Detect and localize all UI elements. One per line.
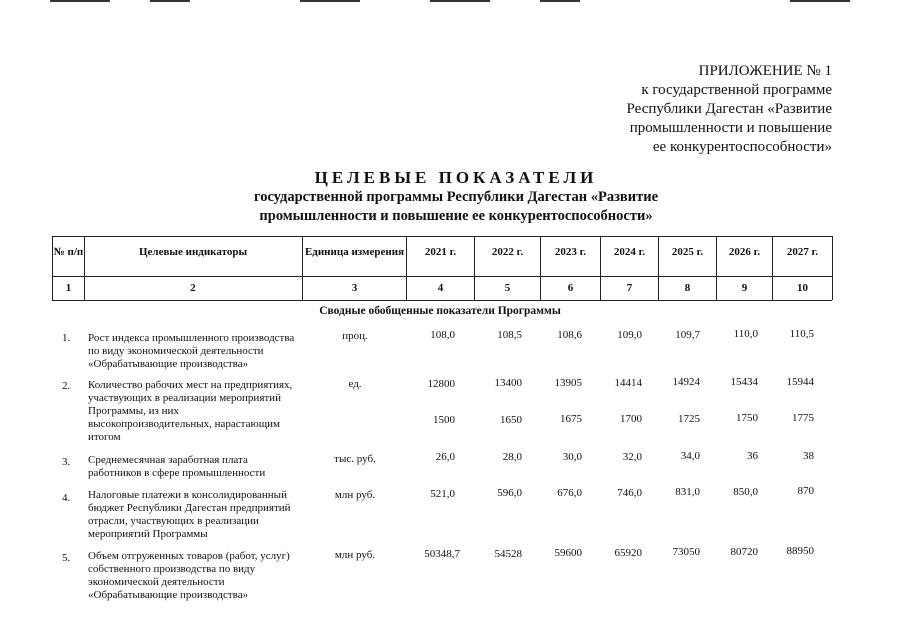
row-unit: тыс. руб. [334,453,376,465]
column-number: 10 [797,282,808,294]
column-number: 3 [351,282,358,294]
row-number: 5. [62,552,71,564]
appendix-line-5: ее конкурентоспособности» [652,139,832,155]
value-2027: 15944 [786,376,814,388]
row-indicator: Количество рабочих мест на предприятиях, участвующих в реализации мероприятий Программы, из них высокопроизводительных, нарастающим итогом [88,379,293,443]
document-title [0,168,912,226]
header-unit: Единица измерения [304,246,405,258]
value-2023: 59600 [554,547,582,559]
appendix-line-3: Республики Дагестан «Развитие [626,101,832,117]
appendix-line-2: к государственной программе [641,82,832,98]
header-year-2024: 2024 г. [613,246,646,258]
value-2022-high-performance: 1650 [500,414,522,426]
column-number: 7 [626,282,633,294]
header-year-2021: 2021 г. [424,246,457,258]
row-number: 1. [62,332,71,344]
table-numbering-divider [52,300,832,301]
table-border-top [52,236,832,237]
value-2022: 54528 [494,548,522,560]
row-number: 3. [62,456,71,468]
appendix-line-4: промышленности и повышение [629,120,832,136]
row-unit: млн руб. [334,489,376,501]
row-indicator: Среднемесячная заработная плата работников в сфере промышленности [88,454,266,479]
header-year-2023: 2023 г. [554,246,587,258]
value-2027-high-performance: 1775 [792,412,814,424]
row-unit: проц. [342,330,368,342]
row-indicator: Налоговые платежи в консолидированный бюджет Республики Дагестан предприятий отрасли, участвующих в реализации мероприятий Программы [88,489,291,540]
value-2021: 108,0 [430,329,455,341]
header-year-2025: 2025 г. [671,246,704,258]
value-2025: 14924 [672,376,700,388]
value-2021: 521,0 [430,488,455,500]
table-header-divider [52,276,832,277]
value-2025: 73050 [672,546,700,558]
value-2022: 28,0 [502,451,522,463]
appendix-line-1: ПРИЛОЖЕНИЕ № 1 [698,63,832,79]
value-2025: 831,0 [675,486,700,498]
value-2026: 15434 [730,376,758,388]
value-2023: 676,0 [557,487,582,499]
value-2026: 850,0 [733,486,758,498]
value-2021-high-performance: 1500 [433,414,455,426]
header-year-2027: 2027 г. [786,246,819,258]
value-2022: 596,0 [497,487,522,499]
value-2023: 13905 [554,377,582,389]
title-sub-2: промышленности и повышение ее конкурентоспособности» [259,208,653,224]
value-2022: 108,5 [497,329,522,341]
value-2021: 12800 [427,378,455,390]
column-number: 6 [567,282,574,294]
value-2026: 36 [747,450,758,462]
value-2024: 109,0 [617,329,642,341]
value-2022: 13400 [494,377,522,389]
header-indicator: Целевые индикаторы [138,246,248,258]
value-2024: 32,0 [622,451,642,463]
value-2024: 65920 [614,547,642,559]
column-number: 9 [741,282,748,294]
value-2024: 14414 [614,377,642,389]
value-2025: 109,7 [675,329,700,341]
title-main: ЦЕЛЕВЫЕ ПОКАЗАТЕЛИ [314,168,598,187]
row-unit: млн руб. [334,549,376,561]
column-number: 4 [437,282,444,294]
value-2027: 110,5 [789,328,814,340]
value-2025: 34,0 [680,450,700,462]
value-2027: 870 [797,485,814,497]
row-number: 4. [62,492,71,504]
row-indicator: Объем отгруженных товаров (работ, услуг) собственного производства по виду экономической деятельности «Обрабатывающие производства» [88,550,290,601]
column-number: 2 [190,282,196,294]
table-col-line [832,236,833,300]
header-year-2022: 2022 г. [491,246,524,258]
value-2024: 746,0 [617,487,642,499]
appendix-block [532,62,832,157]
value-2026: 80720 [730,546,758,558]
value-2026-high-performance: 1750 [736,412,758,424]
section-title: Сводные обобщенные показатели Программы [319,305,561,317]
row-indicator: Рост индекса промышленного производства по виду экономической деятельности «Обрабатывающие производства» [88,332,295,370]
value-2023: 108,6 [557,329,582,341]
value-2024-high-performance: 1700 [620,413,642,425]
column-number: 5 [504,282,511,294]
header-no: № п/п [53,246,84,258]
row-number: 2. [62,380,71,392]
value-2021: 50348,7 [424,548,460,560]
column-number: 1 [65,282,72,294]
value-2027: 88950 [786,545,814,557]
row-unit: ед. [348,378,362,390]
value-2025-high-performance: 1725 [678,413,700,425]
value-2021: 26,0 [435,451,455,463]
title-sub-1: государственной программы Республики Дагестан «Развитие [253,189,659,205]
value-2023: 30,0 [562,451,582,463]
value-2027: 38 [803,450,814,462]
value-2026: 110,0 [733,328,758,340]
value-2023-high-performance: 1675 [560,413,582,425]
column-number: 8 [684,282,691,294]
header-year-2026: 2026 г. [728,246,761,258]
